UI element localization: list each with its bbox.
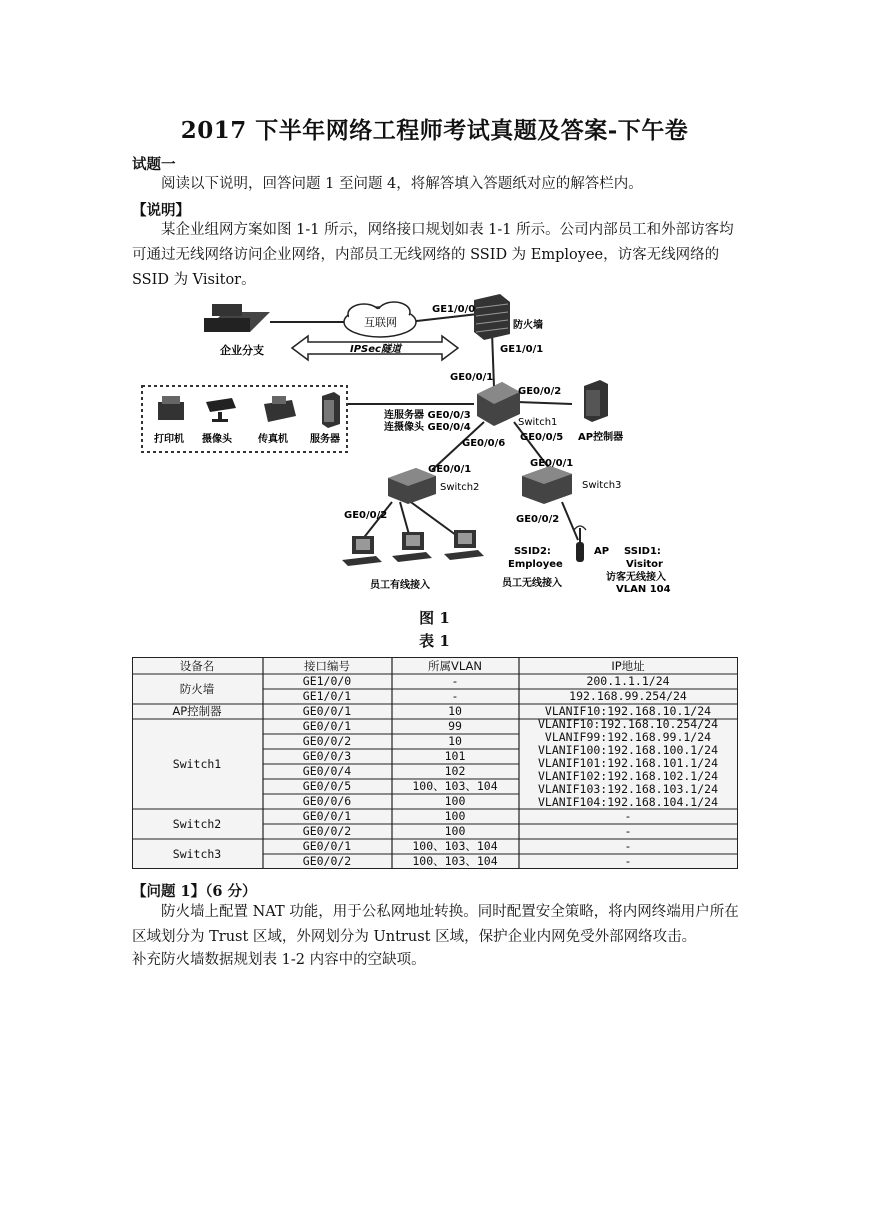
header-device: 设备名 — [179, 659, 215, 673]
table-cell: GE0/0/1 — [302, 719, 352, 733]
fw-ge101-label: GE1/0/1 — [500, 344, 544, 355]
sw3-ge002-label: GE0/0/2 — [516, 514, 560, 525]
device-switch2: Switch2 — [172, 817, 222, 831]
device-switch1: Switch1 — [172, 757, 222, 771]
table-cell: GE0/0/5 — [302, 779, 352, 793]
table-cell: VLANIF99:192.168.99.1/24 — [544, 730, 712, 744]
ssid2-label-a: SSID2: — [514, 546, 551, 557]
table-cell: 99 — [448, 719, 462, 733]
ap-controller-label: AP控制器 — [578, 432, 624, 443]
sw1-ge002-label: GE0/0/2 — [518, 386, 562, 397]
page-title: 2017 下半年网络工程师考试真题及答案-下午卷 — [180, 117, 689, 144]
sw1-ge003-label: 连服务器 GE0/0/3 — [384, 410, 471, 421]
server-icon — [322, 392, 340, 428]
table-cell: - — [624, 824, 632, 838]
camera-icon — [206, 398, 236, 422]
switch1-icon — [477, 382, 520, 426]
table-cell: 10 — [448, 734, 462, 748]
table-cell: GE0/0/4 — [302, 764, 352, 778]
description-paragraph: 某企业组网方案如图 1-1 所示，网络接口规划如表 1-1 所示。公司内部员工和外部访客均可通过无线网络访问企业网络，内部员工无线网络的 SSID 为 Employee，访客无线网络的 SSID 为 Visitor。 — [132, 222, 734, 288]
camera-label: 摄像头 — [202, 434, 232, 445]
table-cell: VLANIF10:192.168.10.1/24 — [544, 704, 712, 718]
ssid2-label-b: Employee — [508, 559, 563, 570]
table-cell: GE0/0/1 — [302, 839, 352, 853]
table-cell: 192.168.99.254/24 — [569, 689, 687, 703]
question1-instruction: 补充防火墙数据规划表 1-2 内容中的空缺项。 — [132, 952, 426, 968]
wireless-access-label: 员工无线接入 — [502, 578, 562, 589]
firewall-icon — [474, 294, 510, 340]
table-cell: VLANIF10:192.168.10.254/24 — [537, 717, 719, 731]
ap-controller-icon — [584, 380, 608, 422]
vlan104-label: VLAN 104 — [616, 584, 671, 595]
table-cell: VLANIF104:192.168.104.1/24 — [537, 795, 719, 809]
table-cell: GE1/0/0 — [302, 674, 352, 688]
table-cell: 10 — [448, 704, 462, 718]
fax-label: 传真机 — [258, 434, 288, 445]
table-cell: GE0/0/3 — [302, 749, 352, 763]
question1-heading: 【问题 1】（6 分） — [132, 883, 257, 900]
header-vlan: 所属VLAN — [427, 659, 483, 673]
table-cell: GE0/0/6 — [302, 794, 352, 808]
table-cell: - — [451, 674, 459, 688]
figure-caption: 图 1 — [419, 609, 450, 627]
table-cell: VLANIF101:192.168.101.1/24 — [537, 756, 719, 770]
table-cell: 102 — [444, 764, 466, 778]
ssid1-label-a: SSID1: — [624, 546, 661, 557]
sw1-ge005-label: GE0/0/5 — [520, 432, 564, 443]
table-cell: - — [451, 689, 459, 703]
table-cell: 100 — [444, 794, 466, 808]
table-cell: GE0/0/2 — [302, 824, 352, 838]
table-cell: VLANIF100:192.168.100.1/24 — [537, 743, 719, 757]
table-cell: 100、103、104 — [412, 839, 498, 853]
wired-access-label: 员工有线接入 — [370, 580, 430, 591]
fw-ge100-label: GE1/0/0 — [432, 304, 476, 315]
table-cell: 100、103、104 — [412, 779, 498, 793]
sw3-ge001-label: GE0/0/1 — [530, 458, 574, 469]
device-ap-controller: AP控制器 — [172, 704, 222, 718]
sw1-ge004-label: 连摄像头 GE0/0/4 — [384, 422, 471, 433]
table-cell: GE0/0/1 — [302, 809, 352, 823]
device-switch3: Switch3 — [172, 847, 222, 861]
intro-paragraph: 阅读以下说明，回答问题 1 至问题 4，将解答填入答题纸对应的解答栏内。 — [161, 176, 643, 192]
header-interface: 接口编号 — [304, 659, 350, 673]
table-cell: GE0/0/1 — [302, 704, 352, 718]
switch2-label: Switch2 — [440, 482, 480, 493]
network-diagram — [132, 292, 738, 598]
switch3-icon — [522, 466, 572, 504]
header-ip: IP地址 — [611, 659, 645, 673]
table-cell: 101 — [444, 749, 466, 763]
sw1-ge006-label: GE0/0/6 — [462, 438, 506, 449]
table-cell: GE0/0/2 — [302, 734, 352, 748]
interface-table — [132, 657, 738, 869]
visitor-wireless-label: 访客无线接入 — [606, 572, 666, 583]
ssid1-label-b: Visitor — [626, 559, 663, 570]
table-cell: 200.1.1.1/24 — [586, 674, 670, 688]
branch-building-icon — [204, 304, 270, 332]
ap-antenna-icon — [574, 526, 586, 562]
switch1-label: Switch1 — [518, 417, 558, 428]
pc-icon-3 — [444, 530, 484, 560]
ap-label: AP — [594, 546, 610, 557]
table-caption: 表 1 — [419, 632, 450, 650]
branch-label: 企业分支 — [220, 344, 264, 357]
sw2-ge002-label: GE0/0/2 — [344, 510, 388, 521]
fax-icon — [264, 396, 296, 422]
table-cell: - — [624, 854, 632, 868]
table-cell: VLANIF103:192.168.103.1/24 — [537, 782, 719, 796]
table-cell: - — [624, 839, 632, 853]
description-heading: 【说明】 — [132, 202, 190, 219]
printer-label: 打印机 — [154, 434, 184, 445]
printer-icon — [158, 396, 184, 420]
server-label: 服务器 — [310, 434, 340, 445]
table-cell: 100 — [444, 824, 466, 838]
sw1-ge001-label: GE0/0/1 — [450, 372, 494, 383]
pc-icon-1 — [342, 536, 382, 566]
section-heading: 试题一 — [132, 156, 176, 173]
table-cell: GE0/0/2 — [302, 854, 352, 868]
table-cell: 100 — [444, 809, 466, 823]
ipsec-label: IPSec隧道 — [350, 344, 401, 355]
question1-paragraph: 防火墙上配置 NAT 功能，用于公私网地址转换。同时配置安全策略，将内网终端用户所在区域划分为 Trust 区域，外网划分为 Untrust 区域，保护企业内网免受外部网络攻击。 — [132, 904, 739, 945]
internet-label: 互联网 — [364, 316, 397, 329]
device-firewall: 防火墙 — [179, 682, 215, 696]
switch3-label: Switch3 — [582, 480, 622, 491]
table-cell: GE1/0/1 — [302, 689, 352, 703]
table-cell: 100、103、104 — [412, 854, 498, 868]
sw2-ge001-label: GE0/0/1 — [428, 464, 472, 475]
table-cell: VLANIF102:192.168.102.1/24 — [537, 769, 719, 783]
firewall-label: 防火墙 — [513, 320, 543, 331]
table-cell: - — [624, 809, 632, 823]
pc-icon-2 — [392, 532, 432, 562]
